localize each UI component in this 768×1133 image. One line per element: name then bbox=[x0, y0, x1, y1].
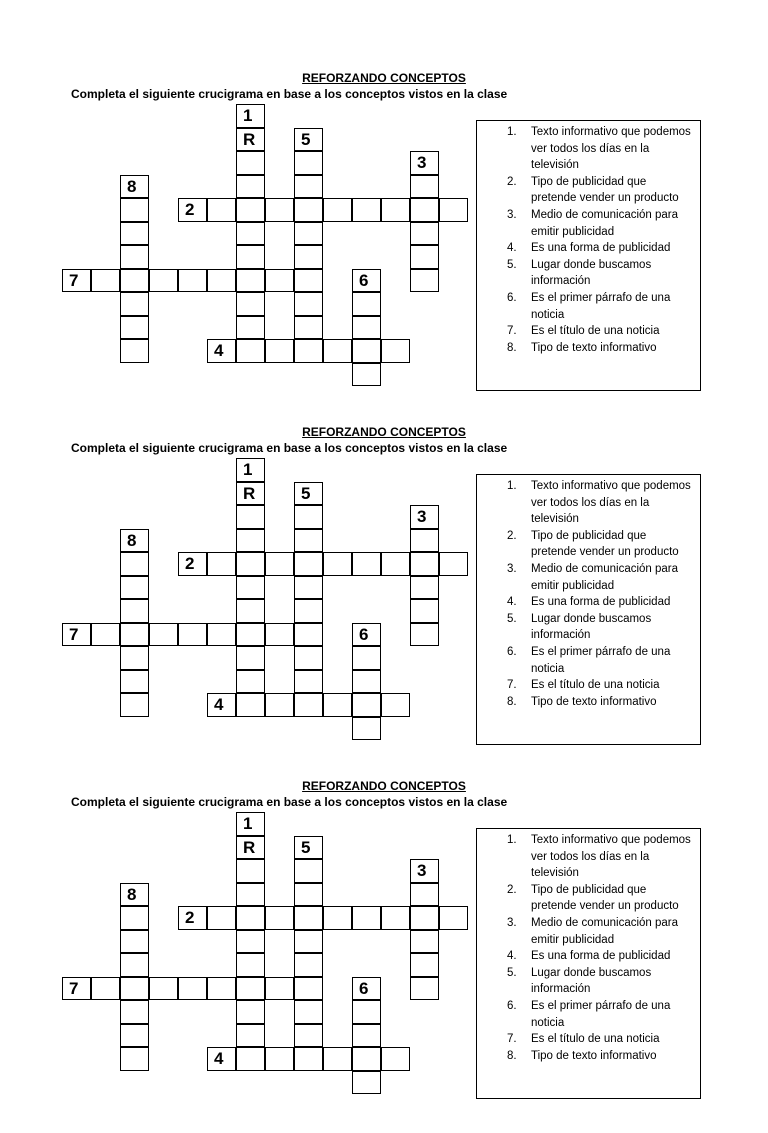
crossword-cell[interactable] bbox=[265, 198, 294, 222]
crossword-cell[interactable] bbox=[178, 977, 207, 1001]
crossword-cell[interactable] bbox=[381, 552, 410, 576]
clue-item bbox=[477, 594, 702, 611]
crossword-cell[interactable] bbox=[120, 198, 149, 222]
clue-item bbox=[477, 644, 702, 677]
crossword-cell[interactable] bbox=[323, 552, 352, 576]
crossword-cell[interactable] bbox=[352, 198, 381, 222]
crossword-cell[interactable] bbox=[323, 693, 352, 717]
crossword-cell[interactable] bbox=[236, 1024, 265, 1048]
crossword-cell[interactable] bbox=[236, 1047, 265, 1071]
clue-text: Es el primer párrafo de una noticia bbox=[531, 645, 671, 675]
clue-text: Es el título de una noticia bbox=[531, 1033, 660, 1046]
crossword-cell[interactable] bbox=[410, 529, 439, 553]
crossword-cell[interactable] bbox=[207, 198, 236, 222]
crossword-cell[interactable] bbox=[236, 1000, 265, 1024]
crossword-cell[interactable] bbox=[236, 693, 265, 717]
crossword-cell[interactable] bbox=[352, 552, 381, 576]
crossword-cell[interactable] bbox=[120, 670, 149, 694]
crossword-cell[interactable] bbox=[352, 670, 381, 694]
crossword-cell[interactable] bbox=[410, 883, 439, 907]
crossword-given-letter-cell[interactable] bbox=[236, 482, 265, 506]
clue-number-label: 6 bbox=[359, 978, 369, 998]
crossword-number-cell[interactable] bbox=[352, 269, 381, 293]
crossword-cell[interactable] bbox=[439, 906, 468, 930]
crossword-cell[interactable] bbox=[352, 906, 381, 930]
crossword-cell[interactable] bbox=[149, 977, 178, 1001]
clue-number-label: 6 bbox=[359, 624, 369, 644]
worksheet-title: REFORZANDO CONCEPTOS bbox=[302, 71, 466, 85]
crossword-number-cell[interactable] bbox=[236, 458, 265, 482]
clue-number: 8. bbox=[507, 341, 517, 354]
clue-item bbox=[477, 207, 702, 240]
crossword-cell[interactable] bbox=[207, 552, 236, 576]
worksheet-title: REFORZANDO CONCEPTOS bbox=[302, 779, 466, 793]
crossword-cell[interactable] bbox=[294, 693, 323, 717]
crossword-cell[interactable] bbox=[352, 693, 381, 717]
crossword-cell[interactable] bbox=[381, 906, 410, 930]
clue-number: 7. bbox=[507, 679, 517, 692]
clue-box bbox=[476, 120, 701, 391]
clue-number-label: 5 bbox=[301, 129, 311, 149]
crossword-cell[interactable] bbox=[294, 623, 323, 647]
crossword-number-cell[interactable] bbox=[352, 623, 381, 647]
clue-item bbox=[477, 124, 702, 174]
crossword-cell[interactable] bbox=[120, 953, 149, 977]
given-letter: R bbox=[243, 129, 256, 149]
clue-text: Texto informativo que podemos ver todos los días en la televisión bbox=[531, 480, 691, 526]
crossword-cell[interactable] bbox=[323, 339, 352, 363]
clue-box bbox=[476, 828, 701, 1099]
crossword-cell[interactable] bbox=[352, 646, 381, 670]
clue-number-label: 8 bbox=[127, 884, 137, 904]
crossword-number-cell[interactable] bbox=[207, 339, 236, 363]
crossword-cell[interactable] bbox=[120, 222, 149, 246]
clue-number: 8. bbox=[507, 695, 517, 708]
clue-number-label: 2 bbox=[185, 554, 195, 573]
crossword-cell[interactable] bbox=[294, 883, 323, 907]
clue-item bbox=[477, 290, 702, 323]
crossword-cell[interactable] bbox=[207, 269, 236, 293]
clue-item bbox=[477, 832, 702, 882]
crossword-cell[interactable] bbox=[352, 363, 381, 387]
clue-number-label: 6 bbox=[359, 270, 369, 290]
crossword-cell[interactable] bbox=[120, 693, 149, 717]
crossword-cell[interactable] bbox=[294, 222, 323, 246]
clue-number-label: 7 bbox=[69, 270, 79, 290]
crossword-cell[interactable] bbox=[236, 269, 265, 293]
crossword-cell[interactable] bbox=[294, 1024, 323, 1048]
clue-number-label: 2 bbox=[185, 908, 195, 927]
crossword-cell[interactable] bbox=[120, 623, 149, 647]
crossword-cell[interactable] bbox=[178, 269, 207, 293]
crossword-cell[interactable] bbox=[236, 623, 265, 647]
clue-number-label: 3 bbox=[417, 507, 427, 526]
crossword-cell[interactable] bbox=[236, 859, 265, 883]
clue-item bbox=[477, 528, 702, 561]
crossword-number-cell[interactable] bbox=[294, 128, 323, 152]
crossword-cell[interactable] bbox=[381, 198, 410, 222]
crossword-cell[interactable] bbox=[294, 930, 323, 954]
clue-number: 6. bbox=[507, 291, 517, 304]
crossword-number-cell[interactable] bbox=[294, 482, 323, 506]
crossword-cell[interactable] bbox=[352, 316, 381, 340]
clue-number-label: 4 bbox=[214, 341, 224, 360]
crossword-cell[interactable] bbox=[294, 859, 323, 883]
clue-item bbox=[477, 340, 702, 357]
crossword-cell[interactable] bbox=[120, 552, 149, 576]
crossword-cell[interactable] bbox=[236, 906, 265, 930]
crossword-cell[interactable] bbox=[410, 245, 439, 269]
crossword-number-cell[interactable] bbox=[294, 836, 323, 860]
crossword-cell[interactable] bbox=[236, 599, 265, 623]
crossword-cell[interactable] bbox=[120, 1000, 149, 1024]
clue-item bbox=[477, 240, 702, 257]
crossword-cell[interactable] bbox=[236, 670, 265, 694]
crossword-number-cell[interactable] bbox=[178, 906, 207, 930]
clue-item bbox=[477, 611, 702, 644]
crossword-cell[interactable] bbox=[236, 953, 265, 977]
clue-number-label: 3 bbox=[417, 153, 427, 172]
crossword-number-cell[interactable] bbox=[207, 1047, 236, 1071]
crossword-cell[interactable] bbox=[265, 339, 294, 363]
crossword-number-cell[interactable] bbox=[207, 693, 236, 717]
crossword-cell[interactable] bbox=[265, 1047, 294, 1071]
crossword-cell[interactable] bbox=[91, 269, 120, 293]
crossword-cell[interactable] bbox=[294, 175, 323, 199]
crossword-cell[interactable] bbox=[120, 977, 149, 1001]
crossword-cell[interactable] bbox=[294, 906, 323, 930]
crossword-cell[interactable] bbox=[236, 529, 265, 553]
crossword-cell[interactable] bbox=[294, 1000, 323, 1024]
crossword-cell[interactable] bbox=[381, 339, 410, 363]
clue-text: Tipo de publicidad que pretende vender un producto bbox=[531, 883, 679, 913]
crossword-cell[interactable] bbox=[120, 646, 149, 670]
clue-number-label: 1 bbox=[243, 106, 253, 125]
clue-text: Tipo de texto informativo bbox=[531, 341, 657, 354]
clue-item bbox=[477, 677, 702, 694]
clue-number-label: 5 bbox=[301, 483, 311, 503]
clue-number: 8. bbox=[507, 1049, 517, 1062]
crossword-cell[interactable] bbox=[294, 339, 323, 363]
clue-item bbox=[477, 1031, 702, 1048]
crossword-cell[interactable] bbox=[207, 623, 236, 647]
crossword-cell[interactable] bbox=[352, 1047, 381, 1071]
crossword-cell[interactable] bbox=[294, 599, 323, 623]
crossword-cell[interactable] bbox=[149, 623, 178, 647]
crossword-cell[interactable] bbox=[265, 623, 294, 647]
crossword-cell[interactable] bbox=[323, 198, 352, 222]
crossword-cell[interactable] bbox=[410, 906, 439, 930]
crossword-cell[interactable] bbox=[236, 552, 265, 576]
crossword-number-cell[interactable] bbox=[178, 552, 207, 576]
crossword-number-cell[interactable] bbox=[178, 198, 207, 222]
clue-text: Es una forma de publicidad bbox=[531, 596, 671, 609]
clue-number: 5. bbox=[507, 612, 517, 625]
crossword-cell[interactable] bbox=[236, 316, 265, 340]
clue-number: 5. bbox=[507, 966, 517, 979]
crossword-cell[interactable] bbox=[236, 883, 265, 907]
crossword-cell[interactable] bbox=[178, 623, 207, 647]
clue-item bbox=[477, 948, 702, 965]
crossword-number-cell[interactable] bbox=[120, 175, 149, 199]
crossword-cell[interactable] bbox=[410, 576, 439, 600]
crossword-cell[interactable] bbox=[294, 552, 323, 576]
clue-number: 6. bbox=[507, 645, 517, 658]
worksheet-block bbox=[0, 71, 768, 425]
clue-number: 1. bbox=[507, 834, 517, 846]
clue-number-label: 3 bbox=[417, 861, 427, 880]
crossword-cell[interactable] bbox=[439, 198, 468, 222]
given-letter: R bbox=[243, 483, 256, 503]
clue-text: Es el primer párrafo de una noticia bbox=[531, 999, 671, 1029]
clue-text: Texto informativo que podemos ver todos los días en la televisión bbox=[531, 126, 691, 172]
crossword-cell[interactable] bbox=[294, 529, 323, 553]
crossword-number-cell[interactable] bbox=[236, 104, 265, 128]
clue-text: Es una forma de publicidad bbox=[531, 242, 671, 255]
clue-number: 3. bbox=[507, 916, 517, 929]
clue-item bbox=[477, 561, 702, 594]
clue-item bbox=[477, 257, 702, 290]
crossword-cell[interactable] bbox=[294, 670, 323, 694]
crossword-cell[interactable] bbox=[439, 552, 468, 576]
crossword-cell[interactable] bbox=[236, 576, 265, 600]
crossword-number-cell[interactable] bbox=[352, 977, 381, 1001]
clue-number: 4. bbox=[507, 596, 517, 609]
clue-number: 4. bbox=[507, 950, 517, 963]
crossword-cell[interactable] bbox=[410, 269, 439, 293]
clue-number-label: 2 bbox=[185, 200, 195, 219]
clue-text: Es el primer párrafo de una noticia bbox=[531, 291, 671, 321]
clue-number-label: 1 bbox=[243, 814, 253, 833]
clue-item bbox=[477, 965, 702, 998]
crossword-cell[interactable] bbox=[236, 930, 265, 954]
crossword-cell[interactable] bbox=[236, 977, 265, 1001]
crossword-cell[interactable] bbox=[236, 646, 265, 670]
crossword-cell[interactable] bbox=[120, 245, 149, 269]
crossword-cell[interactable] bbox=[352, 1000, 381, 1024]
clue-number: 3. bbox=[507, 562, 517, 575]
crossword-cell[interactable] bbox=[294, 1047, 323, 1071]
crossword-cell[interactable] bbox=[265, 693, 294, 717]
crossword-cell[interactable] bbox=[410, 552, 439, 576]
crossword-cell[interactable] bbox=[294, 292, 323, 316]
crossword-cell[interactable] bbox=[120, 906, 149, 930]
crossword-cell[interactable] bbox=[236, 339, 265, 363]
crossword-cell[interactable] bbox=[294, 576, 323, 600]
worksheet-block bbox=[0, 425, 768, 779]
clue-item bbox=[477, 174, 702, 207]
clue-text: Es una forma de publicidad bbox=[531, 950, 671, 963]
clue-text: Medio de comunicación para emitir publicidad bbox=[531, 916, 679, 946]
clue-number: 7. bbox=[507, 1033, 517, 1046]
given-letter: R bbox=[243, 837, 256, 857]
clue-text: Lugar donde buscamos información bbox=[531, 966, 652, 996]
crossword-number-cell[interactable] bbox=[410, 505, 439, 529]
clue-item bbox=[477, 478, 702, 528]
crossword-cell[interactable] bbox=[323, 1047, 352, 1071]
crossword-cell[interactable] bbox=[236, 175, 265, 199]
crossword-cell[interactable] bbox=[294, 316, 323, 340]
crossword-number-cell[interactable] bbox=[62, 977, 91, 1001]
clue-item bbox=[477, 1048, 702, 1065]
crossword-given-letter-cell[interactable] bbox=[236, 128, 265, 152]
crossword-cell[interactable] bbox=[120, 1047, 149, 1071]
clue-number: 3. bbox=[507, 208, 517, 221]
crossword-number-cell[interactable] bbox=[410, 151, 439, 175]
crossword-number-cell[interactable] bbox=[120, 529, 149, 553]
crossword-cell[interactable] bbox=[410, 623, 439, 647]
clue-text: Tipo de publicidad que pretende vender un producto bbox=[531, 529, 679, 559]
crossword-cell[interactable] bbox=[352, 717, 381, 741]
crossword-number-cell[interactable] bbox=[236, 812, 265, 836]
clue-number: 1. bbox=[507, 126, 517, 138]
crossword-cell[interactable] bbox=[410, 175, 439, 199]
clue-number: 5. bbox=[507, 258, 517, 271]
clue-text: Tipo de texto informativo bbox=[531, 1049, 657, 1062]
crossword-number-cell[interactable] bbox=[410, 859, 439, 883]
clue-number-label: 4 bbox=[214, 1049, 224, 1068]
crossword-cell[interactable] bbox=[236, 198, 265, 222]
clue-text: Lugar donde buscamos información bbox=[531, 612, 652, 642]
crossword-cell[interactable] bbox=[352, 339, 381, 363]
clue-text: Texto informativo que podemos ver todos los días en la televisión bbox=[531, 834, 691, 880]
crossword-cell[interactable] bbox=[352, 1024, 381, 1048]
crossword-cell[interactable] bbox=[236, 222, 265, 246]
crossword-cell[interactable] bbox=[120, 269, 149, 293]
crossword-cell[interactable] bbox=[120, 1024, 149, 1048]
crossword-cell[interactable] bbox=[410, 930, 439, 954]
crossword-given-letter-cell[interactable] bbox=[236, 836, 265, 860]
crossword-cell[interactable] bbox=[91, 623, 120, 647]
crossword-cell[interactable] bbox=[236, 505, 265, 529]
clue-item bbox=[477, 915, 702, 948]
crossword-cell[interactable] bbox=[410, 222, 439, 246]
crossword-number-cell[interactable] bbox=[62, 269, 91, 293]
crossword-cell[interactable] bbox=[120, 316, 149, 340]
crossword-cell[interactable] bbox=[294, 151, 323, 175]
clue-number: 4. bbox=[507, 242, 517, 255]
crossword-cell[interactable] bbox=[294, 245, 323, 269]
clue-item bbox=[477, 882, 702, 915]
clue-item bbox=[477, 998, 702, 1031]
worksheet-block bbox=[0, 779, 768, 1133]
worksheet-instructions: Completa el siguiente crucigrama en base a los conceptos vistos en la clase bbox=[71, 795, 508, 809]
crossword-number-cell[interactable] bbox=[62, 623, 91, 647]
clue-item bbox=[477, 694, 702, 711]
crossword-cell[interactable] bbox=[207, 906, 236, 930]
clue-number-label: 8 bbox=[127, 530, 137, 550]
clue-list bbox=[477, 832, 702, 1064]
crossword-cell[interactable] bbox=[265, 906, 294, 930]
worksheet-instructions: Completa el siguiente crucigrama en base a los conceptos vistos en la clase bbox=[71, 87, 508, 101]
crossword-cell[interactable] bbox=[294, 953, 323, 977]
crossword-cell[interactable] bbox=[265, 269, 294, 293]
crossword-cell[interactable] bbox=[294, 977, 323, 1001]
crossword-cell[interactable] bbox=[265, 977, 294, 1001]
clue-text: Tipo de publicidad que pretende vender un producto bbox=[531, 175, 679, 205]
crossword-cell[interactable] bbox=[207, 977, 236, 1001]
clue-number: 2. bbox=[507, 529, 517, 542]
crossword-cell[interactable] bbox=[410, 953, 439, 977]
crossword-cell[interactable] bbox=[120, 576, 149, 600]
clue-item bbox=[477, 323, 702, 340]
clue-list bbox=[477, 478, 702, 710]
crossword-cell[interactable] bbox=[120, 930, 149, 954]
worksheet-instructions: Completa el siguiente crucigrama en base a los conceptos vistos en la clase bbox=[71, 441, 508, 455]
clue-number-label: 7 bbox=[69, 978, 79, 998]
clue-text: Tipo de texto informativo bbox=[531, 695, 657, 708]
crossword-cell[interactable] bbox=[149, 269, 178, 293]
clue-list bbox=[477, 124, 702, 356]
crossword-cell[interactable] bbox=[294, 198, 323, 222]
crossword-cell[interactable] bbox=[352, 1071, 381, 1095]
crossword-cell[interactable] bbox=[323, 906, 352, 930]
crossword-cell[interactable] bbox=[294, 505, 323, 529]
crossword-cell[interactable] bbox=[120, 292, 149, 316]
clue-box bbox=[476, 474, 701, 745]
crossword-cell[interactable] bbox=[294, 269, 323, 293]
clue-number-label: 1 bbox=[243, 460, 253, 479]
clue-text: Medio de comunicación para emitir publicidad bbox=[531, 562, 679, 592]
crossword-cell[interactable] bbox=[120, 599, 149, 623]
crossword-cell[interactable] bbox=[265, 552, 294, 576]
crossword-cell[interactable] bbox=[410, 977, 439, 1001]
crossword-cell[interactable] bbox=[236, 245, 265, 269]
crossword-cell[interactable] bbox=[381, 693, 410, 717]
clue-number: 6. bbox=[507, 999, 517, 1012]
clue-number: 1. bbox=[507, 480, 517, 492]
crossword-cell[interactable] bbox=[236, 292, 265, 316]
crossword-cell[interactable] bbox=[236, 151, 265, 175]
clue-number: 7. bbox=[507, 325, 517, 338]
worksheet-title: REFORZANDO CONCEPTOS bbox=[302, 425, 466, 439]
crossword-cell[interactable] bbox=[91, 977, 120, 1001]
clue-text: Lugar donde buscamos información bbox=[531, 258, 652, 288]
clue-number: 2. bbox=[507, 883, 517, 896]
crossword-cell[interactable] bbox=[352, 292, 381, 316]
crossword-cell[interactable] bbox=[294, 646, 323, 670]
crossword-number-cell[interactable] bbox=[120, 883, 149, 907]
crossword-cell[interactable] bbox=[410, 198, 439, 222]
clue-number-label: 5 bbox=[301, 837, 311, 857]
clue-text: Es el título de una noticia bbox=[531, 679, 660, 692]
crossword-cell[interactable] bbox=[410, 599, 439, 623]
clue-number-label: 8 bbox=[127, 176, 137, 196]
clue-text: Es el título de una noticia bbox=[531, 325, 660, 338]
crossword-cell[interactable] bbox=[381, 1047, 410, 1071]
clue-number-label: 4 bbox=[214, 695, 224, 714]
clue-number: 2. bbox=[507, 175, 517, 188]
clue-text: Medio de comunicación para emitir publicidad bbox=[531, 208, 679, 238]
crossword-cell[interactable] bbox=[120, 339, 149, 363]
clue-number-label: 7 bbox=[69, 624, 79, 644]
